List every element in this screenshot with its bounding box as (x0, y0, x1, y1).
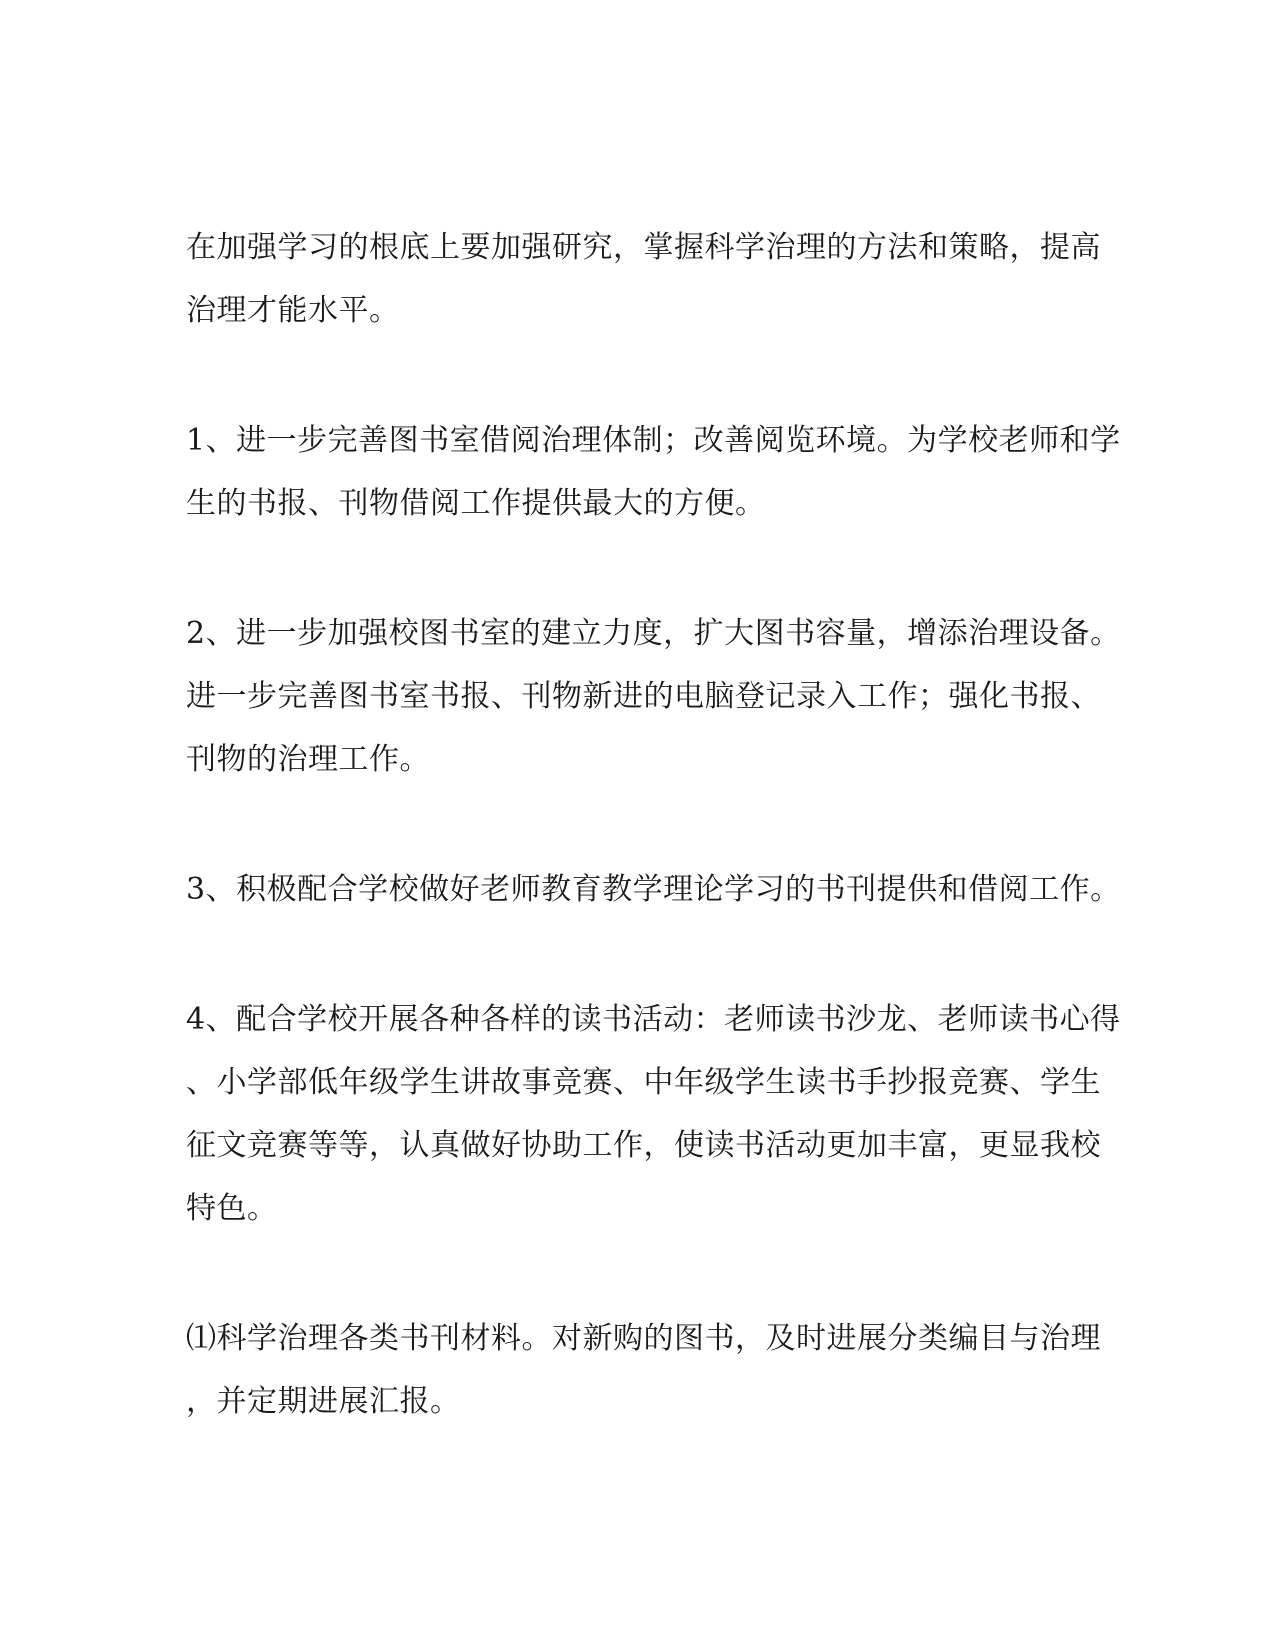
text-line: 生的书报、刊物借阅工作提供最大的方便。 (186, 486, 766, 521)
text-line: ⑴科学治理各类书刊材料。对新购的图书，及时进展分类编目与治理 (186, 1321, 1101, 1356)
text-line: 2、进一步加强校图书室的建立力度，扩大图书容量，增添治理设备。 (186, 616, 1121, 651)
text-line: 在加强学习的根底上要加强研究，掌握科学治理的方法和策略，提高 (186, 230, 1101, 265)
paragraph-item-2 (186, 602, 1121, 791)
text-line: 4、配合学校开展各种各样的读书活动：老师读书沙龙、老师读书心得 (186, 1002, 1121, 1037)
text-line: 治理才能水平。 (186, 293, 400, 328)
document-body (186, 216, 1121, 1433)
text-line: 1、进一步完善图书室借阅治理体制；改善阅览环境。为学校老师和学 (186, 423, 1121, 458)
text-line: 3、积极配合学校做好老师教育教学理论学习的书刊提供和借阅工作。 (186, 872, 1121, 907)
text-line: 特色。 (186, 1191, 278, 1226)
text-line: 进一步完善图书室书报、刊物新进的电脑登记录入工作；强化书报、 (186, 679, 1101, 714)
paragraph-item-3 (186, 858, 1121, 921)
paragraph-intro (186, 216, 1101, 342)
text-line: 征文竞赛等等，认真做好协助工作，使读书活动更加丰富，更显我校 (186, 1128, 1101, 1163)
paragraph-item-4 (186, 988, 1121, 1240)
paragraph-item-1 (186, 409, 1121, 535)
text-line: 刊物的治理工作。 (186, 742, 430, 777)
text-line: ，并定期进展汇报。 (186, 1384, 461, 1419)
text-line: 、小学部低年级学生讲故事竞赛、中年级学生读书手抄报竞赛、学生 (186, 1065, 1101, 1100)
paragraph-subitem-1 (186, 1307, 1101, 1433)
